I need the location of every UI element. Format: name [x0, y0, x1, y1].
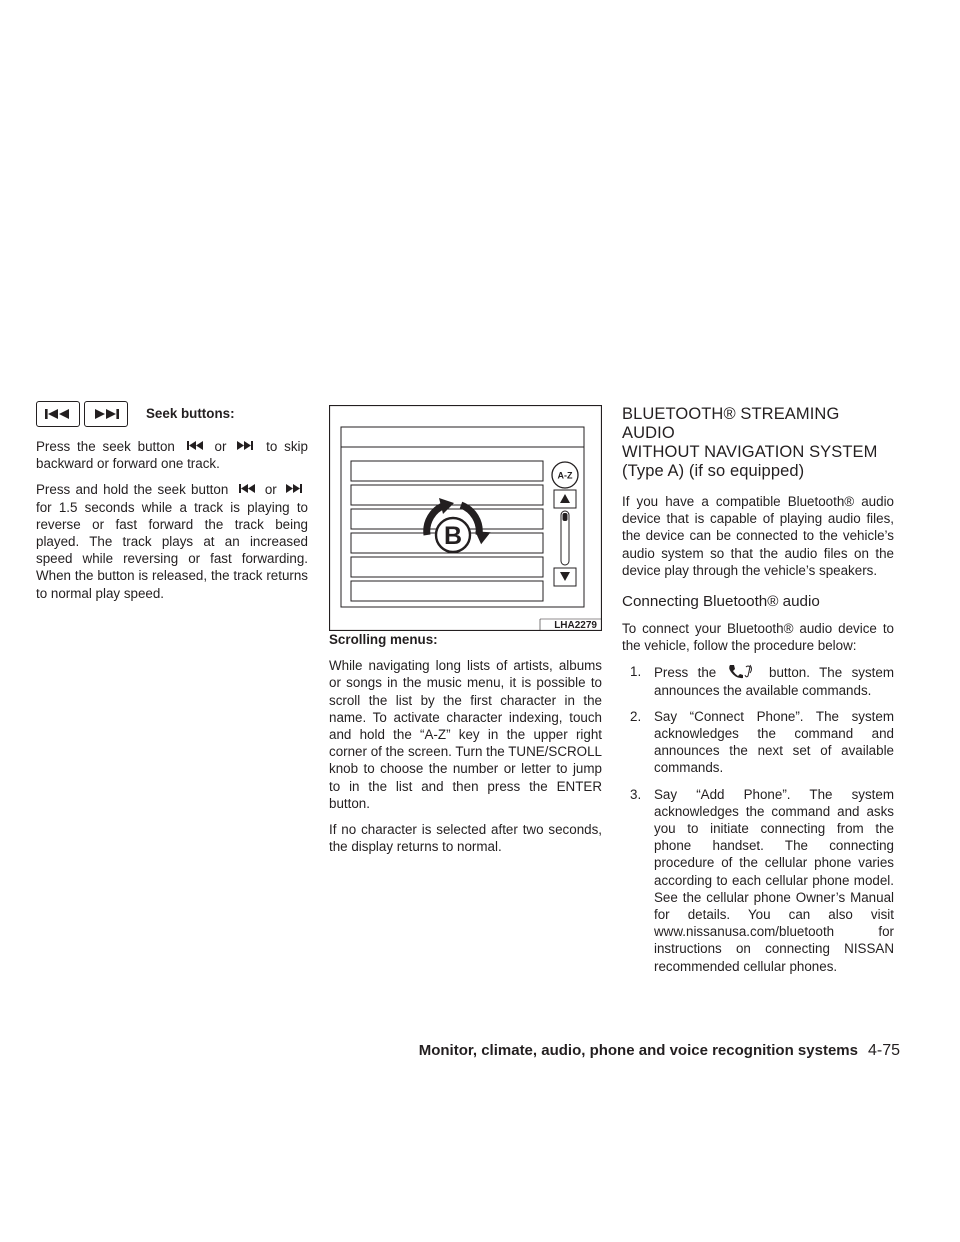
seek-p2-after: for 1.5 seconds while a track is playing to reverse or fast forward the track being played. The track plays at an increased speed while reversing or fast forwarding. When the button is released, the track returns to normal play speed.: [36, 499, 308, 601]
step-3: [622, 786, 894, 975]
page-footer: [419, 1042, 900, 1060]
seek-hold-paragraph: [36, 481, 308, 601]
scroll-menu-figure: [329, 405, 602, 631]
scrolling-title: Scrolling menus:: [329, 632, 438, 647]
connecting-subheading: Connecting Bluetooth® audio: [622, 593, 820, 611]
bluetooth-section: [622, 405, 894, 984]
skip-forward-icon: [233, 440, 259, 452]
scroll-menu-illustration: [329, 405, 602, 631]
seek-section: [36, 400, 308, 611]
step-1-before: Press the: [654, 665, 717, 681]
seek-p1-text: Press the seek button: [36, 439, 175, 454]
seek-p2-text: Press and hold the seek button: [36, 482, 229, 498]
scrolling-paragraph-2: If no character is selected after two seconds, the display returns to normal.: [329, 822, 602, 855]
skip-forward-icon: [84, 401, 128, 427]
seek-press-paragraph: [36, 438, 308, 472]
footer-section-title: Monitor, climate, audio, phone and voice recognition systems: [418, 1042, 858, 1059]
skip-forward-icon: [282, 483, 308, 495]
step-1: [622, 663, 894, 698]
step-number: 3.: [630, 786, 642, 802]
connect-steps: [622, 663, 894, 974]
scrolling-section: [329, 405, 602, 864]
knob-b-label: B: [443, 522, 463, 550]
seek-p1-or: or: [214, 439, 227, 454]
step-2-text: Say “Connect Phone”. The system acknowledges the command and announces the next set of available commands.: [654, 708, 894, 776]
skip-back-icon: [182, 440, 208, 452]
step-3-text: Say “Add Phone”. The system acknowledges the command and asks you to initiate connecting from the phone handset. The connecting procedure of the cellular phone varies according to each cellular phone model. See the cellular phone Owner’s Manual for details. You can also visit www.nissanusa.com/bluetooth for instructions on connecting NISSAN recommended cellular phones.: [654, 786, 894, 974]
step-number: 1.: [630, 664, 642, 680]
seek-buttons-row: [36, 400, 308, 428]
seek-title: Seek buttons:: [146, 406, 235, 422]
bluetooth-heading-line1: BLUETOOTH® STREAMING AUDIO: [622, 405, 840, 442]
scrolling-paragraph-1: While navigating long lists of artists, albums or songs in the music menu, it is possible to scroll the list by the first character in the name. To activate character indexing, touch and hold the “A-Z” key in the upper right corner of the screen. Turn the TUNE/SCROLL knob to choose the number or letter to jump to in the list and then press the ENTER button.: [329, 658, 602, 811]
bluetooth-intro: If you have a compatible Bluetooth® audio device that is capable of playing audio files, the device can be connected to the vehicle’s audio system so that the audio files on the device play through the vehicle’s speakers.: [622, 494, 894, 578]
talk-button-icon: [726, 663, 760, 677]
figure-code: LHA2279: [554, 620, 597, 631]
seek-p1-after: to skip backward or forward one track.: [36, 439, 308, 472]
page-number: 4-75: [867, 1042, 900, 1059]
bluetooth-heading-line2: WITHOUT NAVIGATION SYSTEM: [622, 443, 878, 461]
step-1-after: button. The system announces the available commands.: [654, 665, 894, 698]
bluetooth-heading-line3: (Type A) (if so equipped): [622, 462, 805, 480]
az-key-label: A-Z: [557, 470, 573, 481]
seek-p2-or: or: [264, 482, 277, 498]
step-number: 2.: [630, 708, 642, 724]
skip-back-icon: [36, 401, 80, 427]
bluetooth-heading: [622, 405, 894, 481]
connect-intro: To connect your Bluetooth® audio device to the vehicle, follow the procedure below:: [622, 621, 894, 654]
step-2: [622, 708, 894, 777]
skip-back-icon: [234, 483, 260, 495]
